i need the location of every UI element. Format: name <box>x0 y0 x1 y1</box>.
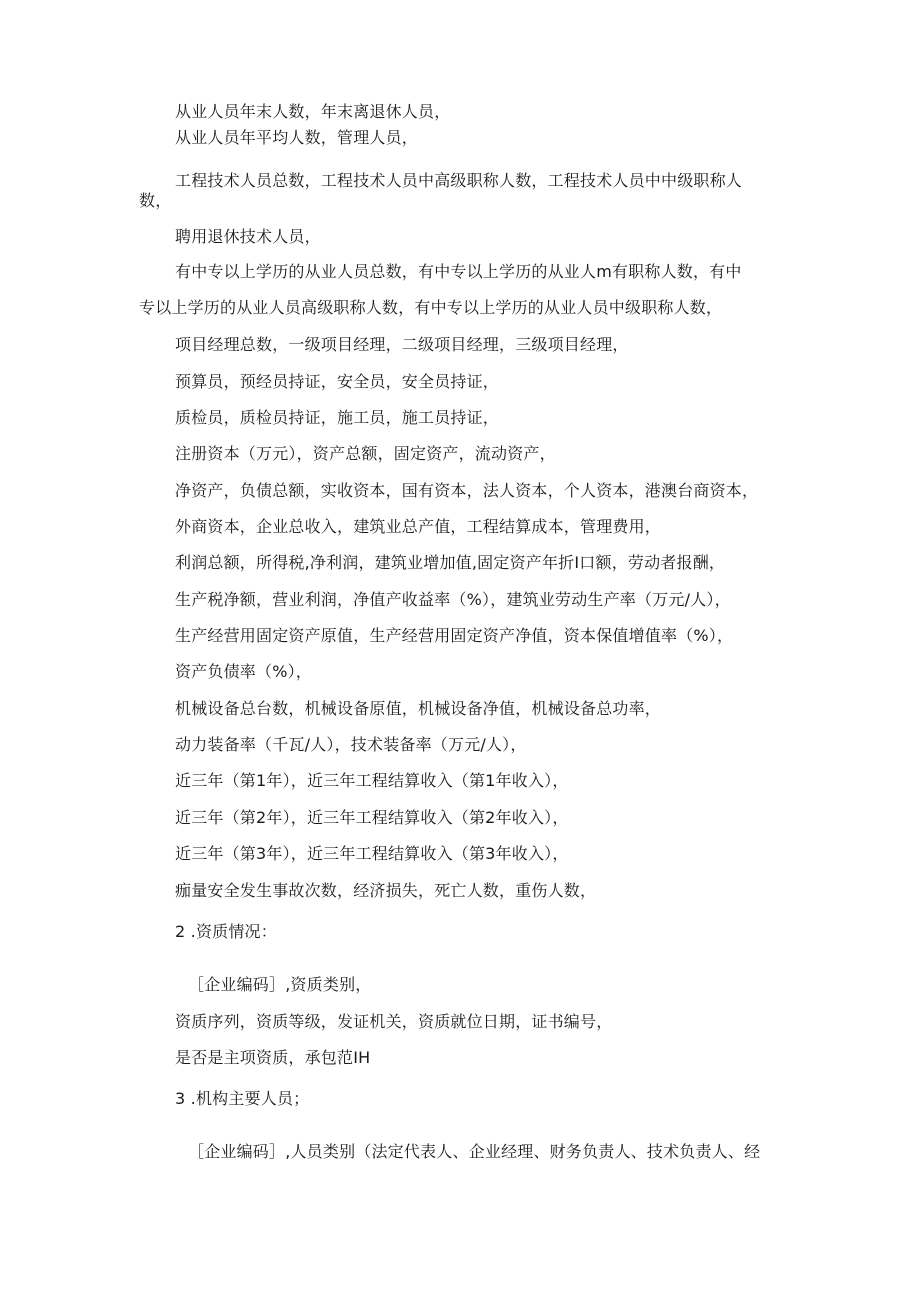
text-line: 工程技术人员总数，工程技术人员中高级职称人数，工程技术人员中中级职称人 <box>175 171 743 190</box>
section-heading: 3 .机构主要人员； <box>175 1089 310 1108</box>
text-line: 利润总额，所得税,净利润，建筑业增加值,固定资产年折I口额，劳动者报酬， <box>175 553 726 572</box>
text-line: 近三年（第3年），近三年工程结算收入（第3年收入）， <box>175 844 569 863</box>
text-line: 项目经理总数，一级项目经理，二级项目经理，三级项目经理， <box>175 335 629 354</box>
text-line: 近三年（第1年），近三年工程结算收入（第1年收入）， <box>175 771 569 790</box>
text-line: 动力装备率（千瓦/人），技术装备率（万元/人）， <box>175 735 527 754</box>
section-heading: 2 .资质情况： <box>175 922 277 941</box>
text-line: 生产经营用固定资产原值，生产经营用固定资产净值，资本保值增值率（%）， <box>175 626 734 645</box>
text-line: 有中专以上学历的从业人员总数，有中专以上学历的从业人m有职称人数，有中 <box>175 262 742 281</box>
text-line: 生产税净额，营业利润，净值产收益率（%），建筑业劳动生产率（万元/人）， <box>175 590 731 609</box>
text-line: 资产负债率（%）， <box>175 662 313 681</box>
text-line: 质检员，质检员持证，施工员，施工员持证， <box>175 408 500 427</box>
text-line: 资质序列，资质等级，发证机关，资质就位日期，证书编号， <box>175 1012 613 1031</box>
text-line: 从业人员年平均人数，管理人员， <box>175 128 419 147</box>
text-line: ［企业编码］,资质类别， <box>188 975 372 994</box>
text-line: 数， <box>139 191 172 210</box>
text-line: 净资产，负债总额，实收资本，国有资本，法人资本，个人资本，港澳台商资本， <box>175 481 759 500</box>
text-line: 注册资本（万元），资产总额，固定资产，流动资产， <box>175 444 556 463</box>
text-line: ［企业编码］,人员类别（法定代表人、企业经理、财务负责人、技术负责人、经 <box>188 1142 761 1161</box>
text-line: 机械设备总台数，机械设备原值，机械设备净值，机械设备总功率， <box>175 699 662 718</box>
text-line: 外商资本，企业总收入，建筑业总产值，工程结算成本，管理费用， <box>175 517 662 536</box>
text-line: 是否是主项资质，承包范IH <box>175 1048 371 1067</box>
text-line: 聘用退休技术人员， <box>175 227 321 246</box>
text-line: 专以上学历的从业人员高级职称人数，有中专以上学历的从业人员中级职称人数， <box>139 298 723 317</box>
text-line: 近三年（第2年），近三年工程结算收入（第2年收入）， <box>175 808 569 827</box>
text-line: 预算员，预经员持证，安全员，安全员持证， <box>175 372 500 391</box>
text-line: 从业人员年末人数，年末离退休人员， <box>175 102 451 121</box>
text-line: 痂量安全发生事故次数，经济损失，死亡人数，重伤人数， <box>175 881 597 900</box>
